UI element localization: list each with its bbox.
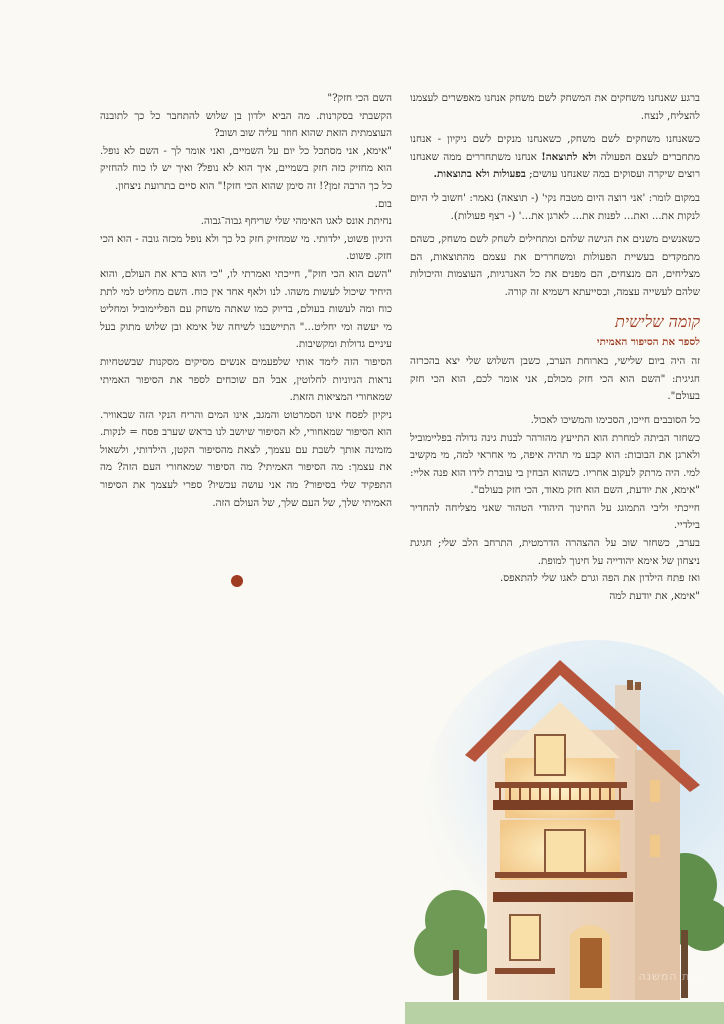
end-mark-dot [231, 575, 243, 587]
paragraph: היגיון פשוט, ילדותי. מי שמחזיק חזק כל כך ולא נופל מכזה גובה - הוא הכי חזק. פשוט. [100, 232, 392, 263]
section-title: קומה שלישית [615, 311, 700, 331]
right-text-column [410, 90, 700, 611]
paragraph [410, 131, 700, 184]
paragraph: נחיתת אונס לאגו האימהי שלי שריחף גבוה־גבוה. [200, 215, 392, 228]
paragraph: כל הסובבים חייכו, הסכימו והמשיכו לאכול. [530, 413, 700, 426]
paragraph: בערב, כשחזר שוב על ההצהרה הדרמטית, התרחב הלב שלי; חגיגת ניצחון של אימא יהודייה על חינוך למופת. [410, 537, 700, 567]
paragraph-text: אנחנו משתחררים ממה שאנחנו רוצים שיקרה ועסוקים במה שאנחנו עושים; [410, 150, 700, 181]
paragraph: הסיפור הזה לימד אותי שלפעמים אנשים מסיקים מסקנות שבשטחיות נראות הגיוניות לחלוטין, אבל הם שוכחים לספר את הסיפור האמיתי שמאחורי המציאות הזאת. [100, 355, 392, 404]
paragraph: ואז פתח הילדון את הפה וגרם לאגו שלי להתאפס. "אימא, את יודעת למה [500, 572, 700, 602]
paragraph: חייכתי וליבי התמוגג על החינוך היהודי הטהור שאני מצליחה להחדיר בילדיי. [410, 501, 700, 532]
paragraph: הקשבתי בסקרנות. מה הביא ילדון בן שלוש להתחבר כל כך לתובנה העוצמתית הזאת שהוא חוזר עליה שוב ושוב? [100, 109, 392, 140]
paragraph: בום. [374, 197, 392, 210]
paragraph: ברגע שאנחנו משחקים את המשחק לשם משחק אנחנו מאפשרים לעצמנו להצליח, לנצח. [410, 92, 700, 122]
emphasis-text: בפעולות ולא בתוצאות. [433, 168, 526, 181]
paragraph: "אימא, אני מסתכל כל יום על השמיים, ואני אומר לך - השם לא נופל. הוא מחזיק כזה חזק בשמיים, איך הוא לא נופל? ואיך יש לו כוח להחזיק כל כך הרבה זמן?! זה סימן שהוא הכי חזק!" הוא סיים בתרועת ניצחון. [100, 144, 392, 192]
paragraph: כשאנשים משנים את הגישה שלהם ומתחילים לשחק לשם משחק, כשהם מתמקדים בעשיית הפעולות ומשחררים את עצמם מהתוצאות, הם מצליחים, הם מנצחים, הם מפנים את כל האנרגיות, העוצמות והיכולות שלהם לעשייה עצמה, ובסייעתא דשמיא זה קורה. [410, 233, 700, 298]
paragraph: ניקיון לפסח אינו הסמרטוט והמגב, אינו המים והריח הנקי הזה שבאוויר. הוא הסיפור שמאחורי, לא הסיפור שיושב לנו בראש שערב פסח = לנקות. מזמינה אותך לשבת עם עצמך, לצאת מהסיפור הקטן, הילדותי, ולשאול את עצמך: מה הסיפור האמיתי? מה הסיפור שמאחורי העם הזה? מה התפקיד שלי בסיפור? מה אני עושה עכשיו? ספרי לעצמך את הסיפור האמיתי שלך, של העם שלך, של העולם הזה. [100, 408, 392, 509]
emphasis-text: ולא לתוצאה! [541, 150, 597, 163]
left-text-column [100, 90, 392, 512]
paragraph: השם הכי חזק?" [327, 92, 392, 104]
paragraph: במקום לומר: 'אני רוצה היום מטבח נקי' (- תוצאה) נאמר: 'חשוב לי היום לנקות את... ואת... לפנות את... לארגן את...' (- רצף פעולות). [410, 191, 700, 222]
watermark-text: קיצת המשנה [638, 970, 710, 983]
paragraph: "השם הוא הכי חזק", חייכתי ואמרתי לו, "כי הוא ברא את העולם, והוא היחיד שיכול לעשות משהו. לנו ולאף אחד אין כוח. השם מחליט למי לתת כוח ומה לעשות בעולם, בדיוק כמו שאתה משחק עם הפליימוביל ומחליט מי יעשה ומי יחליט..." התיישבנו לשיחה של אימא ובן שלוש מתוק בעל עיניים גדולות ומקשיבות. [100, 267, 392, 351]
paragraph: כשחזר הביתה למחרת הוא התייעץ מהורהר לבנות גינה גדולה בפליימוביל ולארגן את הבובות: הוא קבע מי תהיה איפה, מי אחראי למה, מי מקשיב למי. היה מרתק לעקוב אחריו. כשהוא הבחין בי עוברת לידו הוא פנה אליי: "אימא, את יודעת, השם הוא חזק מאוד, הכי חזק בעולם". [410, 431, 700, 497]
section-subtitle: לספר את הסיפור האמיתי [596, 335, 700, 348]
paragraph-text: כשאנחנו משחקים לשם משחק, כשאנחנו מנקים לשם ניקיון - אנחנו מתחברים לעצם הפעולה [410, 133, 700, 163]
paragraph: זה היה ביום שלישי, בארוחת הערב, כשבן השלוש שלי יצא בהכרזה חגיגית: "השם הוא הכי חזק מכולם, אני אומר לכם, הוא הכי חזק בעולם". [410, 355, 700, 403]
house-illustration [405, 630, 724, 1024]
